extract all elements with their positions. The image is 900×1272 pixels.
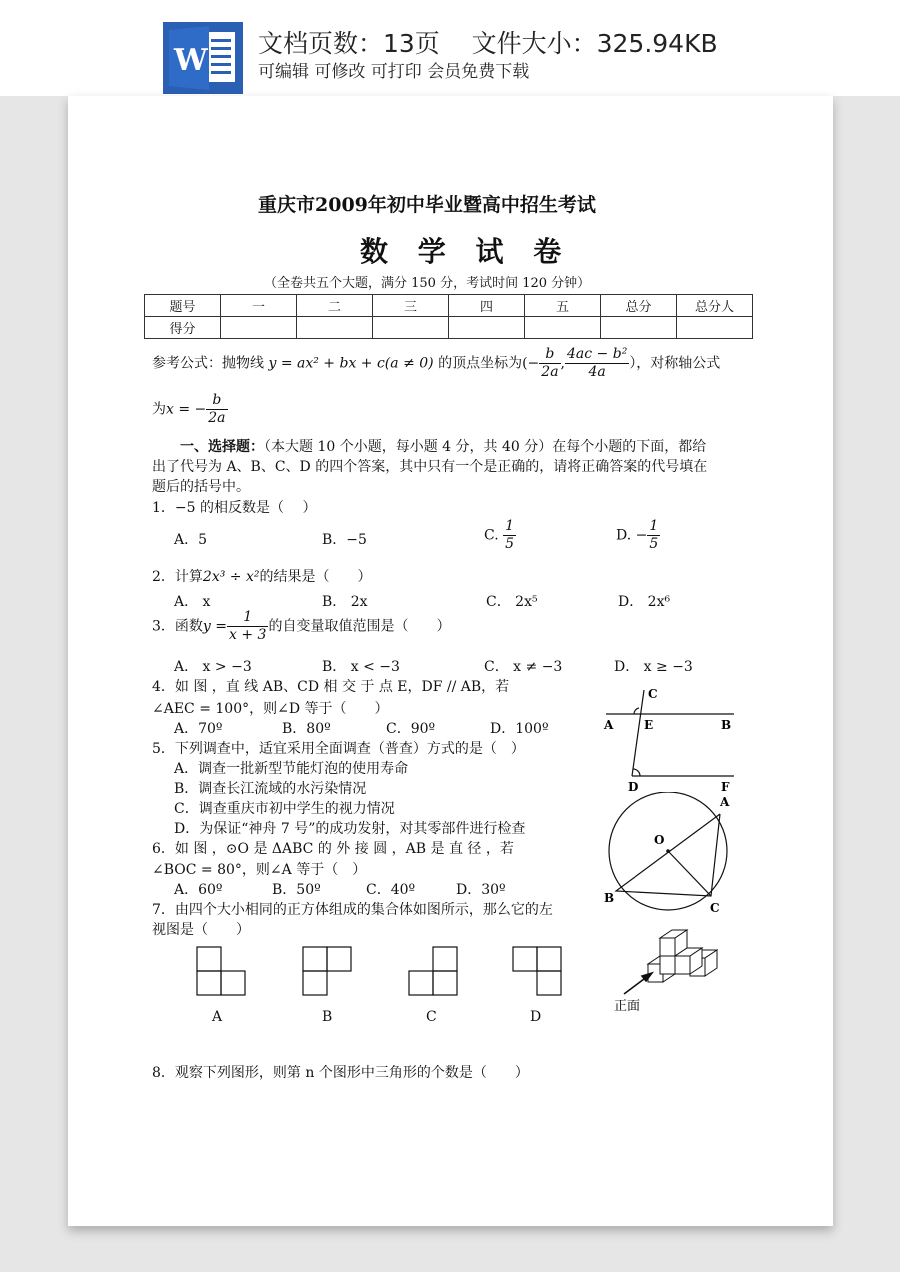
axis-equation: x = −: [166, 401, 207, 418]
score-header-cell: 二: [297, 295, 373, 317]
view-option-c-figure: [408, 946, 460, 998]
question-8-stem: 8．观察下列图形，则第 n 个图形中三角形的个数是（ ）: [152, 1065, 529, 1081]
parallel-lines-figure: [596, 684, 746, 796]
section1-intro-text: （本大题 10 个小题，每小题 4 分，共 40 分）在每个小题的下面，都给: [264, 439, 707, 455]
fraction-denominator: 5: [649, 536, 659, 552]
section1-intro-line1: [180, 436, 706, 456]
fraction-4ac-b2-over-4a: [565, 346, 629, 381]
point-label-c: C: [710, 901, 720, 915]
question-4-option-b: B．80º: [282, 721, 331, 737]
question-5-option-a: A．调查一批新型节能灯泡的使用寿命: [174, 761, 409, 777]
exam-note: （全卷共五个大题，满分 150 分，考试时间 120 分钟）: [264, 276, 591, 291]
fraction-b-over-2a: [206, 392, 227, 427]
point-label-e: E: [644, 718, 654, 732]
score-table-score-row: [145, 317, 753, 339]
question-6-option-a: A．60º: [174, 882, 223, 898]
circle-figure: [594, 792, 744, 920]
option-letter: C.: [484, 527, 499, 544]
question-5-option-d: D．为保证“神舟 7 号”的成功发射，对其零部件进行检查: [174, 821, 526, 837]
question-3-option-c: C． x ≠ −3: [484, 659, 563, 675]
view-option-d-figure: [512, 946, 564, 998]
score-header-cell: 总分人: [677, 295, 753, 317]
question-6-option-d: D．30º: [456, 882, 506, 898]
front-label: 正面: [614, 999, 641, 1014]
score-cell: [601, 317, 677, 339]
formula-suffix: ），对称轴公式: [629, 355, 721, 372]
feature-list: 可编辑 可修改 可打印 会员免费下载: [258, 62, 530, 82]
fraction-one-fifth: [647, 518, 660, 553]
question-5-stem: 5．下列调查中，适宜采用全面调查（普查）方式的是（ ）: [152, 741, 525, 757]
score-header-cell: 四: [449, 295, 525, 317]
question-3-option-a: A． x > −3: [174, 659, 252, 675]
cube-stack-figure: [608, 928, 718, 1028]
question-4-option-d: D．100º: [490, 721, 549, 737]
question-4-option-c: C．90º: [386, 721, 436, 737]
formula-prefix: 参考公式：抛物线: [152, 355, 264, 372]
point-label-f: F: [721, 780, 730, 794]
file-info: [258, 24, 718, 60]
parabola-equation: y = ax² + bx + c(a ≠ 0): [268, 355, 434, 372]
score-cell: [373, 317, 449, 339]
formula-line: 参考公式：抛物线 y = ax² + bx + c(a ≠ 0) 的顶点坐标为(− $\frac{b}{2a}$ , $\frac{\text{4ac − b²}}{4a}$ ），对称轴公式: [152, 346, 721, 380]
question-2-stem: [152, 566, 371, 586]
file-size: 文件大小：325.94KB: [471, 29, 718, 58]
view-option-b-figure: [302, 946, 354, 998]
fraction-numerator: 1: [227, 609, 268, 627]
score-cell: [677, 317, 753, 339]
fraction-one-fifth: [503, 518, 516, 553]
question-2-option-d: D． 2x⁶: [618, 594, 671, 610]
word-document-icon: [163, 22, 243, 94]
axis-prefix: 为: [152, 401, 166, 418]
fraction-1-over-x-plus-3: [227, 609, 268, 644]
fraction-denominator: 2a: [208, 410, 226, 426]
question-3-stem: [152, 609, 450, 644]
fraction-numerator: 1: [505, 518, 515, 534]
stem-text: 2．计算: [152, 569, 203, 585]
question-3-option-b: B． x < −3: [322, 659, 400, 675]
question-1-option-c: [484, 518, 516, 553]
fraction-numerator: b: [539, 346, 560, 364]
question-3-option-d: D． x ≥ −3: [614, 659, 693, 675]
score-table-header-row: [145, 295, 753, 317]
question-1-stem: 1．−5 的相反数是（ ）: [152, 500, 317, 516]
point-label-d: D: [628, 780, 639, 794]
question-6-stem-line2: ∠BOC = 80°，则∠A 等于（ ）: [152, 862, 367, 878]
score-header-cell: 一: [221, 295, 297, 317]
question-1-option-b: B．−5: [322, 532, 367, 548]
fraction-numerator: b: [206, 392, 227, 410]
question-6-stem-line1: 6．如 图 ，⊙O 是 ΔABC 的 外 接 圆 ，AB 是 直 径 ，若: [152, 841, 514, 857]
question-4-option-a: A．70º: [174, 721, 223, 737]
score-header-cell: 三: [373, 295, 449, 317]
point-label-a: A: [720, 795, 730, 809]
question-7-stem-line1: 7．由四个大小相同的正方体组成的集合体如图所示，那么它的左: [152, 902, 553, 918]
page-count: 文档页数：13页: [258, 29, 440, 58]
score-header-cell: 五: [525, 295, 601, 317]
question-5-option-b: B．调查长江流域的水污染情况: [174, 781, 367, 797]
view-option-b-label: B: [322, 1009, 333, 1025]
fraction-denominator: x + 3: [229, 627, 267, 643]
svg-text:W: W: [174, 43, 208, 78]
score-header-cell: 题号: [145, 295, 221, 317]
question-6-option-b: B．50º: [272, 882, 321, 898]
view-option-a-label: A: [212, 1009, 223, 1025]
question-2-option-b: B． 2x: [322, 594, 368, 610]
question-2-option-a: A． x: [174, 594, 211, 610]
score-cell: [525, 317, 601, 339]
point-label-c: C: [648, 687, 658, 701]
score-cell: [449, 317, 525, 339]
section1-intro-line2: 出了代号为 A、B、C、D 的四个答案，其中只有一个是正确的，请将正确答案的代号填在: [152, 459, 708, 475]
section1-intro-line3: 题后的括号中。: [152, 479, 250, 495]
fraction-denominator: 2a: [541, 364, 559, 380]
score-cell: [297, 317, 373, 339]
question-1-option-d: D. − $\frac{1}{5}$: [616, 518, 659, 552]
question-4-stem-line1: 4．如 图 ，直 线 AB、CD 相 交 于 点 E，DF // AB，若: [152, 679, 510, 695]
point-label-a: A: [604, 718, 614, 732]
score-cell: [221, 317, 297, 339]
point-label-b: B: [604, 891, 615, 905]
center-point: [666, 849, 670, 853]
fraction-denominator: 5: [505, 536, 515, 552]
stem-text: 的自变量取值范围是（ ）: [268, 618, 451, 635]
formula-middle: 的顶点坐标为: [438, 355, 523, 372]
view-option-a-figure: [196, 946, 248, 998]
score-table: [144, 294, 753, 339]
point-label-o: O: [654, 833, 665, 847]
section1-heading: 一、选择题：: [180, 439, 264, 455]
question-1-option-a: A．5: [174, 532, 208, 548]
point-label-b: B: [721, 718, 732, 732]
question-4-stem-line2: ∠AEC = 100°，则∠D 等于（ ）: [152, 701, 389, 717]
vertex-open: (−: [522, 355, 540, 372]
view-option-d-label: D: [530, 1009, 542, 1025]
score-header-cell: 总分: [601, 295, 677, 317]
stem-text: 3．函数: [152, 618, 203, 635]
view-option-c-label: C: [426, 1009, 437, 1025]
axis-formula-line: [152, 392, 228, 427]
fraction-b-over-2a: [539, 346, 560, 381]
question-5-option-c: C．调查重庆市初中学生的视力情况: [174, 801, 395, 817]
option-letter: D.: [616, 527, 632, 544]
math-expression: y =: [202, 618, 228, 635]
download-banner: [0, 0, 900, 96]
stem-text: 的结果是（ ）: [259, 569, 372, 585]
exam-page: [68, 96, 833, 1226]
question-6-option-c: C．40º: [366, 882, 416, 898]
question-2-option-c: C． 2x⁵: [486, 594, 538, 610]
fraction-numerator: 1: [649, 518, 659, 534]
math-expression: 2x³ ÷ x²: [202, 569, 260, 585]
fraction-numerator: 4ac − b²: [567, 346, 628, 362]
exam-title: 重庆市2009年初中毕业暨高中招生考试: [258, 194, 596, 216]
question-7-stem-line2: 视图是（ ）: [152, 922, 250, 938]
fraction-denominator: 4a: [588, 364, 606, 380]
exam-subject: 数 学 试 卷: [360, 235, 572, 268]
score-row-label: 得分: [145, 317, 221, 339]
